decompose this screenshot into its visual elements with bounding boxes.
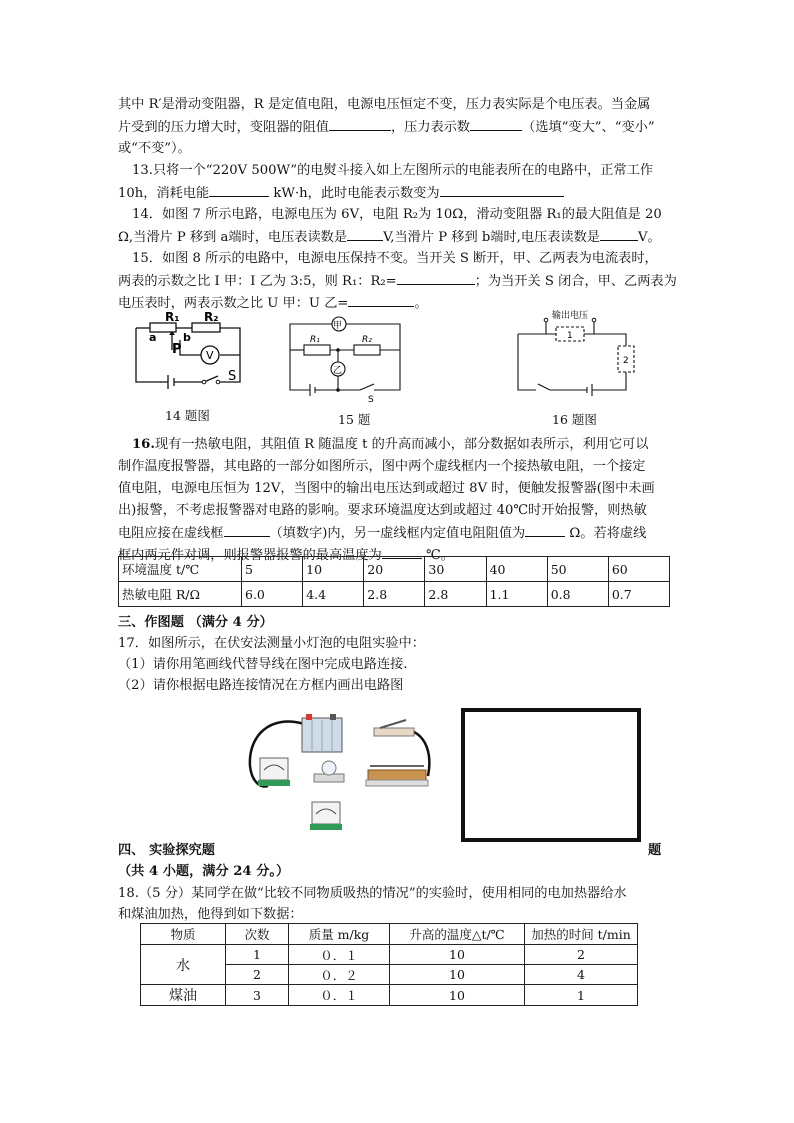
voltmeter-icon: [310, 802, 342, 830]
question-17: 17．如图所示，在伏安法测量小灯泡的电阻实验中：: [118, 636, 425, 651]
output-voltage-label: 输出电压: [552, 311, 589, 321]
section-4-tail: 题: [648, 843, 662, 858]
thermistor-table: [118, 556, 670, 607]
figure-16-caption: 16 题图: [552, 412, 597, 427]
table-cell: ０．１: [289, 985, 390, 1006]
table-cell: 水: [141, 945, 226, 985]
heating-data-table: [140, 923, 638, 1006]
table-cell: 60: [608, 557, 669, 582]
r2-label: R₂: [204, 310, 219, 324]
question-16: 16.现有一热敏电阻，其阻值 R 随温度 t 的升高而减小，部分数据如表所示，利用它可以: [132, 437, 649, 452]
r1-label: R₁: [310, 335, 320, 345]
text-line: 框内两元件对调，则报警器报警的最高温度为 ℃。: [118, 544, 678, 567]
apparatus-illustration: [240, 706, 440, 842]
table-cell: 10: [303, 557, 364, 582]
table-cell: 5: [242, 557, 303, 582]
meter-yi-label: 乙: [333, 366, 343, 376]
table-row: [141, 945, 638, 965]
meter-jia-label: 甲: [333, 321, 343, 331]
figure-14-circuit: [128, 310, 248, 390]
table-cell: 10: [390, 985, 525, 1006]
r1-label: R₁: [165, 310, 180, 324]
ammeter-icon: [258, 758, 290, 786]
table-cell: 2: [525, 945, 638, 965]
s-label: S: [228, 369, 237, 384]
table-cell: 1: [525, 985, 638, 1006]
text-line: Ω,当滑片 P 移到 a端时，电压表读数是 V,当滑片 P 移到 b端时,电压表读数是 V。: [118, 226, 678, 249]
text-line: 其中 R′是滑动变阻器，R 是定值电阻，电源电压恒定不变，压力表实际是个电压表。当金属: [118, 97, 651, 112]
text-line: 制作温度报警器，其电路的一部分如图所示，图中两个虚线框内一个接热敏电阻，一个接定: [118, 459, 646, 474]
figure-15-caption: 15 题: [338, 412, 371, 427]
table-cell: 40: [486, 557, 547, 582]
p-label: P: [172, 342, 182, 357]
table-row: [119, 582, 670, 607]
figure-14-caption: 14 题图: [165, 408, 210, 423]
battery-pack-icon: [302, 714, 342, 752]
question-14: 14．如图 7 所示电路，电源电压为 6V，电阻 R₂为 10Ω，滑动变阻器 R₁的最大阻值是 20: [132, 207, 662, 222]
table-cell: 10: [390, 965, 525, 985]
figure-15-circuit: [282, 314, 404, 405]
table-cell: 0.8: [547, 582, 608, 607]
table-cell: 0.7: [608, 582, 669, 607]
figure-16-circuit: [512, 306, 642, 398]
table-header: 次数: [226, 924, 289, 945]
bulb-icon: [314, 761, 344, 782]
table-header: 加热的时间 t/min: [525, 924, 638, 945]
table-cell: 6.0: [242, 582, 303, 607]
r2-label: R₂: [362, 335, 372, 345]
table-cell: 1: [226, 945, 289, 965]
table-row: [141, 924, 638, 945]
table-cell: 热敏电阻 R/Ω: [119, 582, 242, 607]
text-line: 电阻应接在虚线框 （填数字)内，另一虚线框内定值电阻阻值为 Ω。若将虚线: [118, 522, 678, 545]
text-line: 或“不变”）。: [118, 141, 191, 156]
question-13: 13.只将一个“220V 500W”的电熨斗接入如上左图所示的电能表所在的电路中，正常工作: [132, 163, 654, 178]
table-cell: 2: [226, 965, 289, 985]
box-2-label: 2: [623, 356, 629, 366]
table-cell: ０．２: [289, 965, 390, 985]
table-cell: 煤油: [141, 985, 226, 1006]
table-cell: 2.8: [425, 582, 486, 607]
table-cell: 10: [390, 945, 525, 965]
table-row: [141, 985, 638, 1006]
text-line: 值电阻，电源电压恒为 12V，当图中的输出电压达到或超过 8V 时，便触发报警器(图中未画: [118, 481, 655, 496]
table-cell: ０．１: [289, 945, 390, 965]
table-cell: 3: [226, 985, 289, 1006]
voltmeter-label: V: [206, 349, 214, 362]
section-3-heading: 三、作图题 （满分 4 分）: [118, 615, 273, 630]
section-4-heading: 四、 实验探究题: [118, 843, 215, 858]
text-line: 电压表时，两表示数之比 U 甲：U 乙= 。: [118, 292, 678, 315]
section-4-subheading: （共 4 小题，满分 24 分。）: [118, 864, 290, 879]
table-cell: 50: [547, 557, 608, 582]
text-line: 出)报警，不考虑报警器对电路的影响。要求环境温度达到或超过 40℃时开始报警，则热敏: [118, 503, 647, 518]
table-cell: 2.8: [364, 582, 425, 607]
text-line: 两表的示数之比 I 甲：I 乙为 3:5，则 R₁：R₂= ；为当开关 S 闭合，甲、乙两表为: [118, 270, 678, 293]
table-header: 质量 m/kg: [289, 924, 390, 945]
text-line: 和煤油加热，他得到如下数据：: [118, 907, 303, 922]
table-header: 升高的温度△t/℃: [390, 924, 525, 945]
table-cell: 4.4: [303, 582, 364, 607]
text-line: （1）请你用笔画线代替导线在图中完成电路连接.: [118, 657, 408, 672]
circuit-drawing-box[interactable]: [461, 708, 641, 842]
box-1-label: 1: [567, 331, 573, 341]
question-18: 18.（5 分）某同学在做“比较不同物质吸热的情况”的实验时，使用相同的电加热器给水: [118, 886, 627, 901]
table-cell: 1.1: [486, 582, 547, 607]
text-line: （2）请你根据电路连接情况在方框内画出电路图: [118, 678, 404, 693]
switch-icon: [374, 720, 414, 736]
question-15: 15．如图 8 所示的电路中，电源电压保持不变。当开关 S 断开，甲、乙两表为电流表时，: [132, 251, 658, 266]
table-cell: 环境温度 t/℃: [119, 557, 242, 582]
text-line: 片受到的压力增大时，变阻器的阻值 ，压力表示数 （选填“变大”、“变小”: [118, 116, 678, 139]
text-line: 10h，消耗电能 kW·h，此时电能表示数变为: [118, 182, 678, 205]
table-cell: 30: [425, 557, 486, 582]
table-cell: 20: [364, 557, 425, 582]
rheostat-icon: [366, 766, 428, 786]
table-row: [119, 557, 670, 582]
table-header: 物质: [141, 924, 226, 945]
a-label: a: [149, 331, 157, 344]
s-label: S: [368, 395, 374, 405]
table-cell: 4: [525, 965, 638, 985]
b-label: b: [183, 331, 191, 344]
